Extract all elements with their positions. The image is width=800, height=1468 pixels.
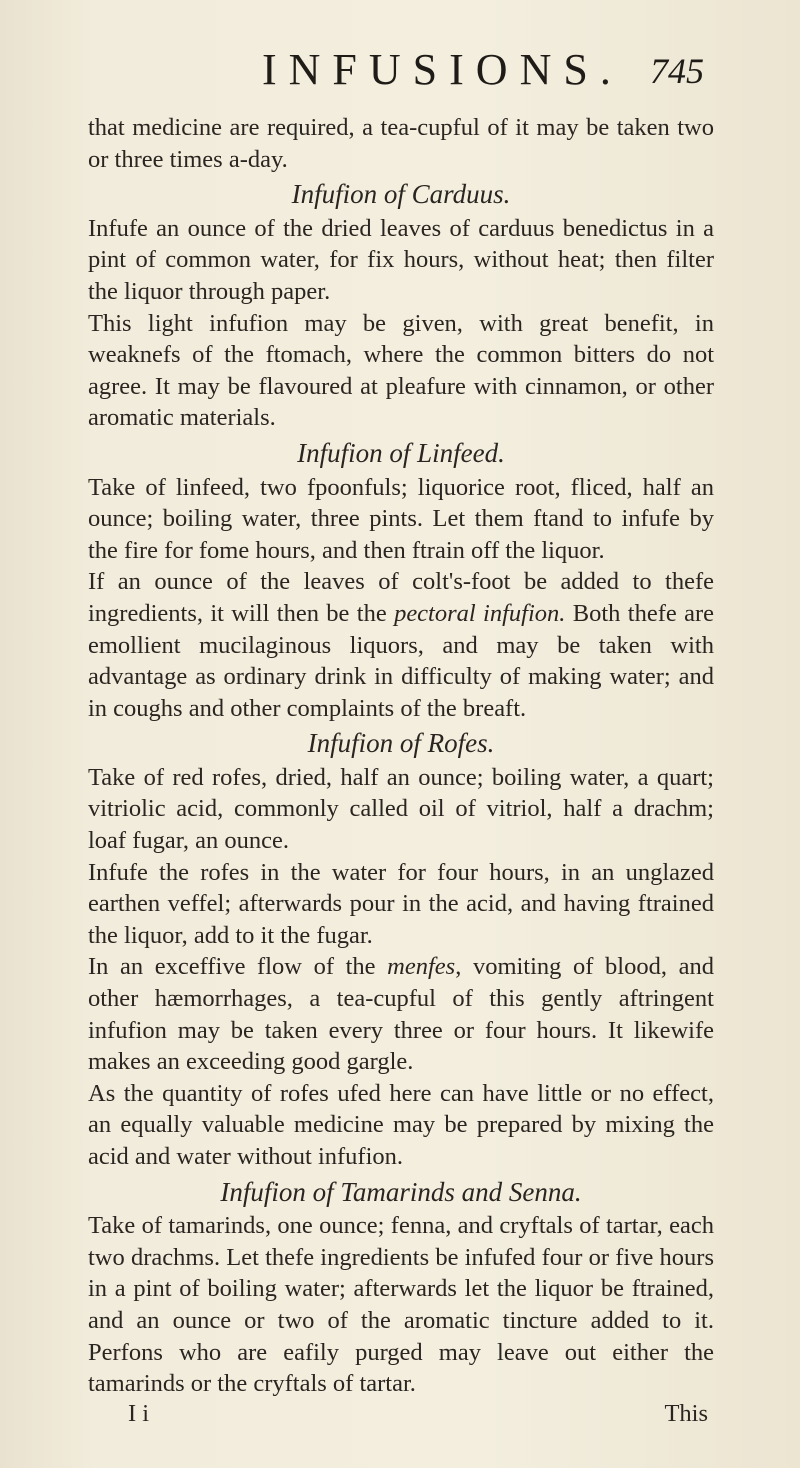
paragraph: Take of red rofes, dried, half an ounce; boiling water, a quart; vitriolic acid, commonly called oil of vitriol, half a drachm; loaf fugar, an ounce. (88, 763, 714, 855)
page-footer (88, 1398, 714, 1430)
page-header (0, 44, 800, 104)
paragraph: Infufe the rofes in the water for four hours, in an unglazed earthen veffel; afterwards pour in the acid, and having ftrained the liquor, add to it the fugar. (88, 858, 714, 949)
paragraph: Infufe an ounce of the dried leaves of carduus benedictus in a pint of common water, for fix hours, without heat; then filter the liquor through paper. (88, 214, 714, 305)
page-number: 745 (650, 51, 704, 91)
paragraph: Take of tamarinds, one ounce; fenna, and cryftals of tartar, each two drachms. Let thefe ingredients be infufed four or five hours in a pint of boiling water; afterwards let the liquor be ftrained, and an ounce or two of the aromatic tincture added to it. Perfons who are eafily purged may leave out either the tamarinds or the cryftals of tartar. (88, 1212, 714, 1398)
section-heading-linfeed: Infufion of Linfeed. (297, 437, 505, 468)
section-heading-rofes: Infufion of Rofes. (307, 728, 495, 759)
italic-term: pectoral infufion. (394, 599, 566, 627)
section-heading-carduus: Infufion of Carduus. (291, 179, 511, 210)
running-title: INFUSIONS. (262, 45, 623, 94)
paragraph (88, 566, 714, 724)
text-run: , vomiting of blood, and other hæmorrhages, a tea-cupful of this gently aftringent infufion may be taken every three or four hours. It likewife makes an exceeding good gargle. (88, 953, 714, 1076)
text-run: Both thefe are emollient mucilaginous liquors, and may be taken with advantage as ordinary drink in difficulty of making water; and in coughs and other complaints of the breaft. (88, 599, 714, 722)
signature-mark: I i (128, 1399, 150, 1427)
paragraph: Take of linfeed, two fpoonfuls; liquorice root, fliced, half an ounce; boiling water, three pints. Let them ftand to infufe by the fire for fome hours, and then ftrain off the liquor. (88, 473, 714, 564)
body-text (88, 112, 714, 1429)
text-run: If an ounce of the leaves of colt's-foot be added to thefe ingredients, it will then be the (88, 568, 714, 627)
paragraph (88, 951, 714, 1077)
paragraph: This light infufion may be given, with great benefit, in weaknefs of the ftomach, where the common bitters do not agree. It may be flavoured at pleafure with cinnamon, or other aromatic materials. (88, 309, 714, 432)
paragraph: As the quantity of rofes ufed here can have little or no effect, an equally valuable medicine may be prepared by mixing the acid and water without infufion. (88, 1079, 714, 1170)
italic-term: menfes (387, 953, 456, 981)
text-run: In an exceffive flow of the (88, 953, 388, 981)
catchword: This (664, 1399, 708, 1427)
paragraph-continued: that medicine are required, a tea-cupful of it may be taken two or three times a-day. (88, 114, 714, 173)
section-heading-tamarinds: Infufion of Tamarinds and Senna. (220, 1176, 582, 1207)
